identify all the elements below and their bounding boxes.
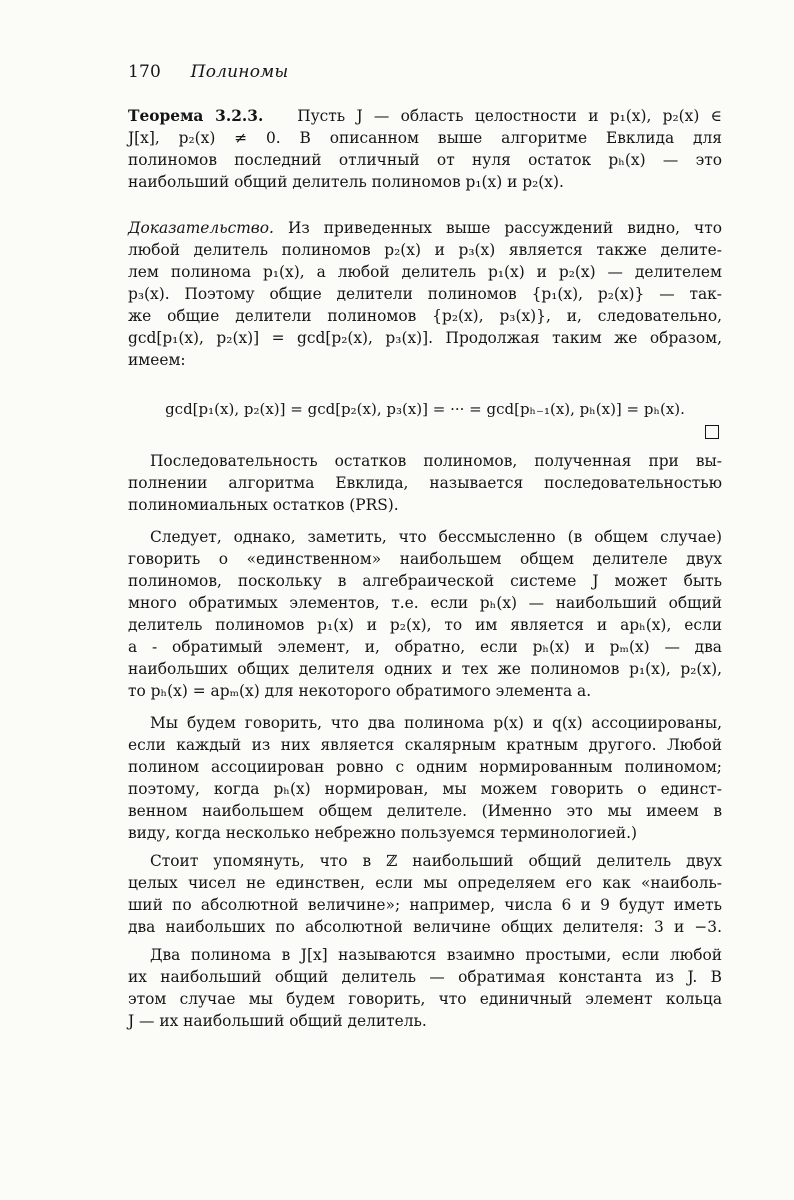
proof-line: имеем: xyxy=(128,351,186,369)
paragraph-line: если каждый из них является скалярным кратным другого. Любой xyxy=(128,736,722,754)
associated-paragraph xyxy=(128,712,722,844)
theorem-line: J[x], p₂(x) ≠ 0. В описанном выше алгоритме Евклида для xyxy=(128,129,722,147)
theorem-line: полиномов последний отличный от нуля остаток pₕ(x) — это xyxy=(128,151,722,169)
proof-block xyxy=(128,217,722,371)
page-number: 170 xyxy=(128,62,162,82)
paragraph-line: Последовательность остатков полиномов, полученная при вы- xyxy=(150,452,722,470)
integers-paragraph xyxy=(128,850,722,938)
prs-paragraph xyxy=(128,450,722,516)
theorem-line: Теорема 3.2.3. Пусть J — область целостности и p₁(x), p₂(x) ∈ xyxy=(128,107,722,125)
paragraph-line: два наибольших по абсолютной величине общих делителя: 3 и −3. xyxy=(128,918,722,936)
paragraph-line: виду, когда несколько небрежно пользуемся терминологией.) xyxy=(128,824,637,842)
paragraph-line: то pₕ(x) = apₘ(x) для некоторого обратимого элемента a. xyxy=(128,682,592,700)
paragraph-line: говорить о «единственном» наибольшем общем делителе двух xyxy=(128,550,722,568)
uniqueness-paragraph xyxy=(128,526,722,702)
paragraph-line: Стоит упомянуть, что в ℤ наибольший общий делитель двух xyxy=(150,852,722,870)
gcd-equation: gcd[p₁(x), p₂(x)] = gcd[p₂(x), p₃(x)] = ··· = gcd[pₕ₋₁(x), pₕ(x)] = pₕ(x). xyxy=(165,400,685,418)
proof-line: же общие делители полиномов {p₂(x), p₃(x)}, и, следовательно, xyxy=(128,307,722,325)
paragraph-line: полином ассоциирован ровно с одним нормированным полиномом; xyxy=(128,758,722,776)
proof-line: gcd[p₁(x), p₂(x)] = gcd[p₂(x), p₃(x)]. Продолжая таким же образом, xyxy=(128,329,722,347)
theorem-block xyxy=(128,105,722,193)
paragraph-line: полиномиальных остатков (PRS). xyxy=(128,496,399,514)
paragraph-line: этом случае мы будем говорить, что единичный элемент кольца xyxy=(128,990,722,1008)
paragraph-line: J — их наибольший общий делитель. xyxy=(128,1012,427,1030)
paragraph-line: наибольших общих делителя одних и тех же полиномов p₁(x), p₂(x), xyxy=(128,660,722,678)
theorem-label: Теорема 3.2.3. xyxy=(128,107,264,125)
paragraph-line: Следует, однако, заметить, что бессмысленно (в общем случае) xyxy=(150,528,722,546)
paragraph-line: полиномов, поскольку в алгебраической системе J может быть xyxy=(128,572,722,590)
paragraph-line: ший по абсолютной величине»; например, числа 6 и 9 будут иметь xyxy=(128,896,722,914)
paragraph-line: венном наибольшем общем делителе. (Именно это мы имеем в xyxy=(128,802,722,820)
proof-line: лем полинома p₁(x), а любой делитель p₁(x) и p₂(x) — делителем xyxy=(128,263,722,281)
paragraph-line: много обратимых элементов, т.е. если pₕ(x) — наибольший общий xyxy=(128,594,722,612)
running-head xyxy=(128,62,288,82)
coprime-paragraph xyxy=(128,944,722,1032)
paragraph-line: Два полинома в J[x] называются взаимно простыми, если любой xyxy=(150,946,722,964)
qed-square-icon xyxy=(705,425,719,439)
proof-line: любой делитель полиномов p₂(x) и p₃(x) является также делите- xyxy=(128,241,722,259)
running-title: Полиномы xyxy=(190,62,289,82)
paragraph-line: делитель полиномов p₁(x) и p₂(x), то им является и apₕ(x), если xyxy=(128,616,722,634)
proof-label: Доказательство. xyxy=(128,219,274,237)
paragraph-line: a - обратимый элемент, и, обратно, если pₕ(x) и pₘ(x) — два xyxy=(128,638,722,656)
paragraph-line: поэтому, когда pₕ(x) нормирован, мы можем говорить о единст- xyxy=(128,780,722,798)
paragraph-line: целых чисел не единствен, если мы определяем его как «наиболь- xyxy=(128,874,722,892)
proof-line: Доказательство. Из приведенных выше рассуждений видно, что xyxy=(128,219,722,237)
proof-line: p₃(x). Поэтому общие делители полиномов {p₁(x), p₂(x)} — так- xyxy=(128,285,722,303)
theorem-line: наибольший общий делитель полиномов p₁(x) и p₂(x). xyxy=(128,173,564,191)
paragraph-line: полнении алгоритма Евклида, называется последовательностью xyxy=(128,474,722,492)
paragraph-line: Мы будем говорить, что два полинома p(x) и q(x) ассоциированы, xyxy=(150,714,722,732)
paragraph-line: их наибольший общий делитель — обратимая константа из J. В xyxy=(128,968,722,986)
